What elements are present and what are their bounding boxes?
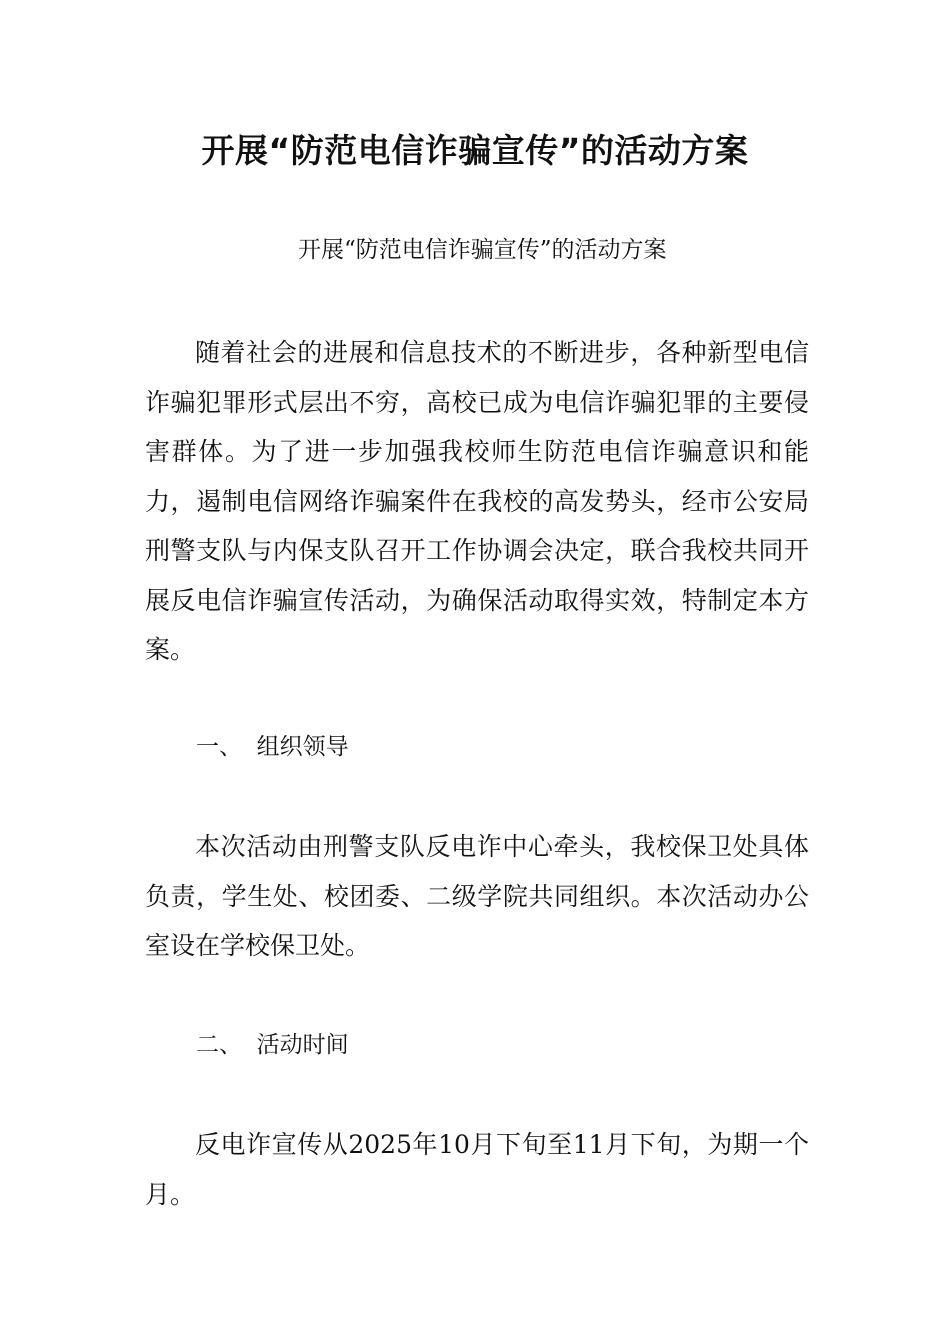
intro-paragraph: 随着社会的进展和信息技术的不断进步，各种新型电信诈骗犯罪形式层出不穷，高校已成为电信诈骗犯罪的主要侵害群体。为了进一步加强我校师生防范电信诈骗意识和能力，遏制电信网络诈骗案件在我校的高发势头，经市公安局刑警支队与内保支队召开工作协调会决定，联合我校共同开展反电信诈骗宣传活动，为确保活动取得实效，特制定本方案。 — [145, 338, 809, 664]
section-heading-schedule: 二、 活动时间 — [196, 1032, 349, 1058]
section-body-schedule: 反电诈宣传从2025年10月下旬至11月下旬，为期一个月。 — [145, 1130, 809, 1209]
section-body-organization: 本次活动由刑警支队反电诈中心牵头，我校保卫处具体负责，学生处、校团委、二级学院共同组织。本次活动办公室设在学校保卫处。 — [145, 832, 809, 960]
document-subtitle: 开展“防范电信诈骗宣传”的活动方案 — [298, 237, 667, 263]
section-heading-organization: 一、 组织领导 — [196, 734, 349, 760]
document-title: 开展“防范电信诈骗宣传”的活动方案 — [201, 131, 749, 170]
